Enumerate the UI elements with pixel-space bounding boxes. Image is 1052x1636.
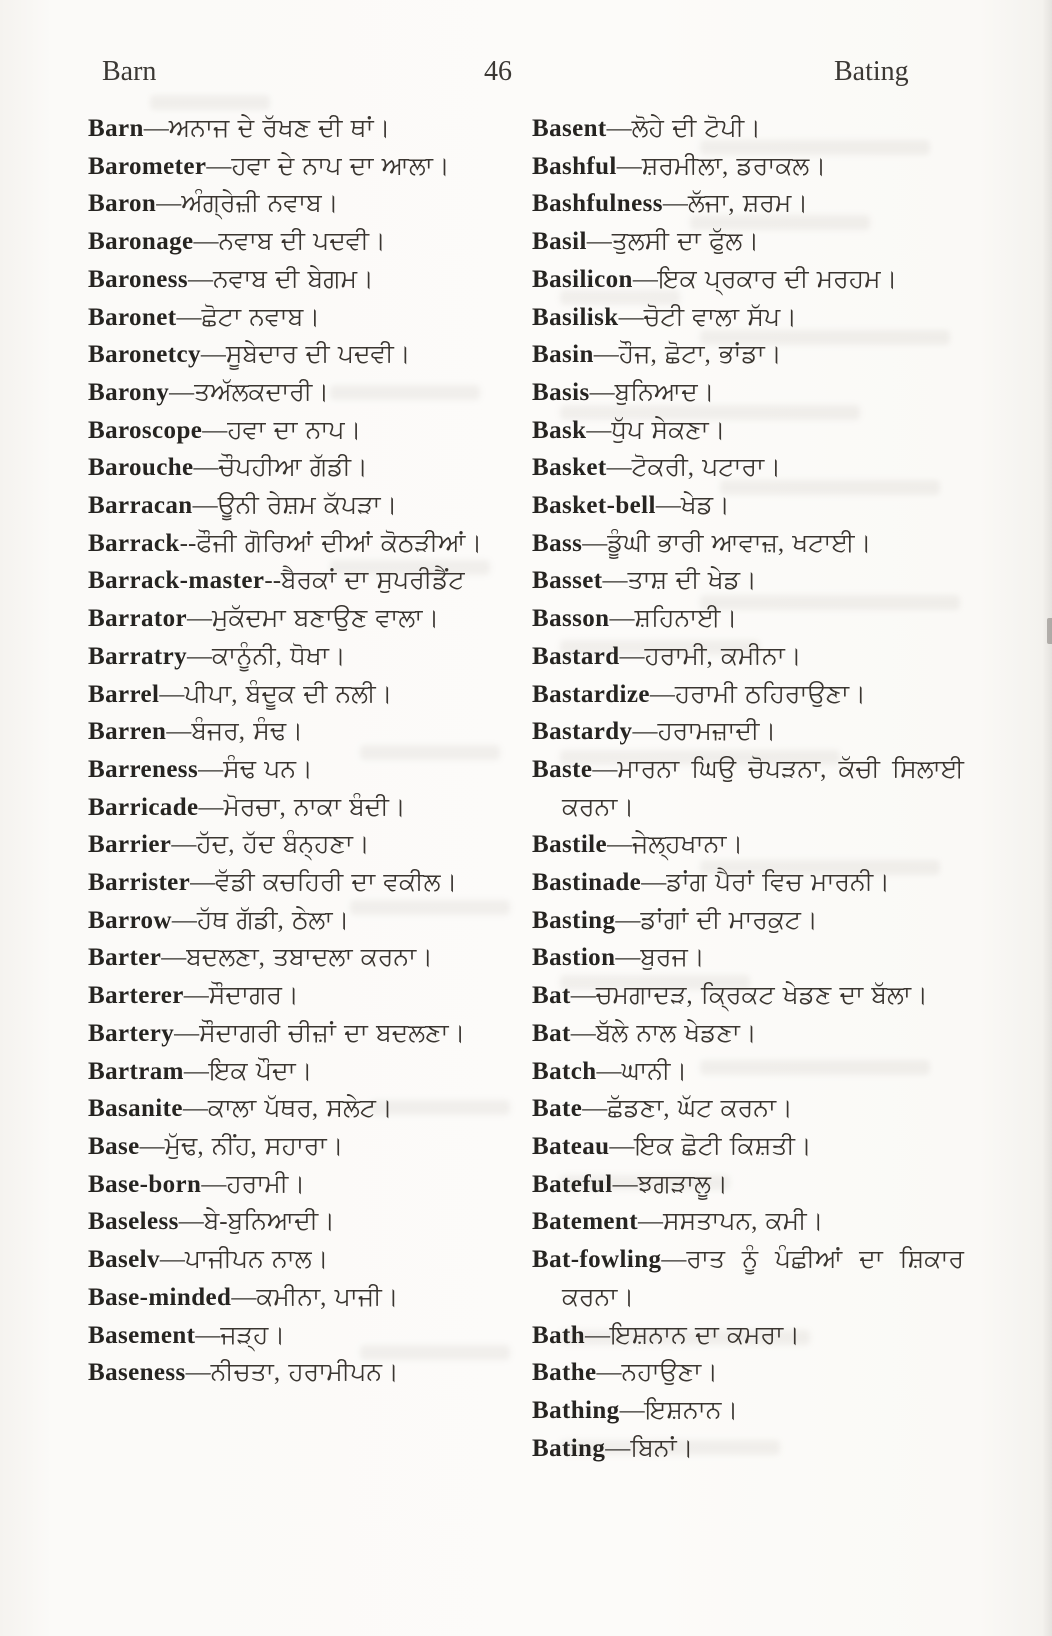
entry-term: Barter: [88, 944, 162, 972]
entry-definition: ਚਮਗਾਦੜ, ਕ੍ਰਿਕਟ ਖੇਡਣ ਦਾ ਬੱਲਾ।: [595, 982, 928, 1010]
entry-term: Base: [88, 1132, 140, 1160]
entry-separator: —: [178, 1208, 204, 1236]
entry-term: Basil: [532, 228, 587, 256]
dictionary-entry: [532, 1203, 964, 1241]
entry-term: Bat-fowling: [532, 1246, 662, 1274]
dictionary-entry: [532, 261, 964, 299]
entry-term: Baseness: [88, 1359, 186, 1387]
entry-definition: ਹਰਾਮੀ।: [226, 1170, 306, 1198]
entry-term: Baronage: [88, 228, 194, 256]
entry-term: Barterer: [88, 982, 184, 1010]
dictionary-entry: [88, 1203, 506, 1241]
entry-definition: ਬੁਨਿਆਦ।: [614, 378, 715, 406]
entry-separator: —: [619, 642, 645, 670]
entry-definition: ਬਦਲਣਾ, ਤਬਾਦਲਾ ਕਰਨਾ।: [186, 944, 433, 972]
entry-term: Barrow: [88, 906, 172, 934]
entry-definition: ਬੈਰਕਾਂ ਦਾ ਸੁਪਰੀਡੈਂਟ: [281, 567, 465, 595]
entry-term: Basanite: [88, 1095, 183, 1123]
entry-separator: —: [198, 793, 224, 821]
dictionary-entry: [532, 110, 964, 148]
dictionary-entry: [88, 751, 506, 789]
entry-definition: ਮੋਰਚਾ, ਨਾਕਾ ਬੰਦੀ।: [223, 793, 406, 821]
dictionary-entry: [88, 374, 506, 412]
dictionary-entry: [532, 223, 964, 261]
dictionary-entry: [88, 1279, 506, 1317]
entry-definition: ਖੇਡ।: [680, 492, 730, 520]
entry-separator: —: [615, 906, 641, 934]
entry-term: Bate: [532, 1095, 583, 1123]
entry-term: Barrier: [88, 831, 172, 859]
entry-definition: ਅਨਾਜ ਦੇ ਰੱਖਣ ਦੀ ਥਾਂ।: [168, 115, 391, 142]
dictionary-entry: [532, 1053, 964, 1091]
entry-separator: —: [169, 378, 195, 406]
entry-definition: ਮੁਕੱਦਮਾ ਬਣਾਉਣ ਵਾਲਾ।: [212, 605, 440, 633]
entry-term: Bastion: [532, 944, 616, 972]
entry-separator: —: [161, 944, 187, 972]
entry-separator: —: [596, 1057, 622, 1085]
entry-definition: ਜੜ੍ਹ।: [220, 1321, 286, 1349]
entry-separator: —: [570, 1019, 596, 1047]
entry-separator: —: [159, 1246, 185, 1274]
entry-term: Bastardy: [532, 718, 633, 746]
entry-term: Baroscope: [88, 416, 203, 444]
entry-separator: —: [632, 718, 658, 746]
dictionary-entry: [532, 751, 964, 826]
entry-definition: ਜੇਲ੍ਹਖਾਨਾ।: [632, 831, 744, 859]
entry-term: Batement: [532, 1208, 638, 1236]
dictionary-entry: [532, 939, 964, 977]
dictionary-entry: [88, 562, 506, 600]
entry-term: Bath: [532, 1321, 586, 1349]
dictionary-entry: [532, 336, 964, 374]
entry-definition: ਚੋਟੀ ਵਾਲਾ ਸੱਪ।: [643, 303, 797, 331]
entry-definition: ਇਕ ਛੋਟੀ ਕਿਸ਼ਤੀ।: [634, 1132, 812, 1160]
entry-definition: ਪਾਜੀਪਨ ਨਾਲ।: [184, 1246, 329, 1274]
entry-definition: ਹੱਥ ਗੱਡੀ, ਠੇਲਾ।: [196, 906, 350, 934]
entry-separator: —: [200, 341, 226, 369]
entry-definition: ਘਾਨੀ।: [621, 1057, 688, 1085]
entry-definition: ਰਾਤ ਨੂੰ ਪੰਛੀਆਂ ਦਾ ਸ਼ਿਕਾਰ ਕਰਨਾ।: [562, 1246, 964, 1311]
dictionary-entry: [88, 1090, 506, 1128]
entry-separator: —: [586, 416, 612, 444]
dictionary-entry: [88, 600, 506, 638]
entry-term: Bartery: [88, 1019, 175, 1047]
entry-separator: —: [655, 492, 681, 520]
dictionary-entry: [532, 148, 964, 186]
dictionary-entry: [88, 148, 506, 186]
entry-separator: —: [176, 303, 202, 331]
entry-definition: ਹਵਾ ਦੇ ਨਾਪ ਦਾ ਆਲਾ।: [231, 152, 450, 180]
entry-separator: —: [166, 718, 192, 746]
bleed-through-ghost: [150, 95, 270, 110]
entry-definition: ਟੋਕਰੀ, ਪਟਾਰਾ।: [631, 454, 782, 482]
dictionary-entry: [88, 1317, 506, 1355]
column-left: [88, 110, 506, 1467]
page-header: [0, 56, 1052, 90]
dictionary-entry: [532, 299, 964, 337]
entry-separator: —: [231, 1283, 257, 1311]
entry-definition: ਹਵਾ ਦਾ ਨਾਪ।: [227, 416, 362, 444]
entry-term: Baseless: [88, 1208, 179, 1236]
dictionary-entry: [88, 1166, 506, 1204]
entry-separator: —: [185, 1359, 211, 1387]
entry-definition: ਚੌਪਹੀਆ ਗੱਡੀ।: [218, 454, 368, 482]
entry-term: Barn: [88, 115, 144, 142]
entry-term: Bathing: [532, 1396, 620, 1424]
entry-definition: ਹੱਦ, ਹੱਦ ਬੰਨ੍ਹਣਾ।: [196, 831, 370, 859]
entry-separator: —: [192, 492, 218, 520]
entry-term: Basket: [532, 454, 607, 482]
entry-term: Barrack: [88, 529, 180, 557]
dictionary-entry: [88, 789, 506, 827]
entry-separator: —: [143, 115, 169, 142]
entry-separator: —: [605, 1434, 631, 1462]
entry-term: Barometer: [88, 152, 207, 180]
entry-term: Bateful: [532, 1170, 613, 1198]
entry-separator: —: [609, 605, 635, 633]
entry-term: Base-minded: [88, 1283, 232, 1311]
entry-term: Barrator: [88, 605, 187, 633]
entry-term: Bashfulness: [532, 190, 663, 218]
entry-definition: ਤਾਸ਼ ਦੀ ਖੇਡ।: [627, 567, 757, 595]
entry-separator: —: [193, 228, 219, 256]
entry-definition: ਪੀਪਾ, ਬੰਦੂਕ ਦੀ ਨਲੀ।: [184, 680, 393, 708]
entry-definition: ਕਾਨੂੰਨੀ, ਧੋਖਾ।: [212, 642, 346, 670]
entry-term: Basement: [88, 1321, 196, 1349]
entry-term: Baronetcy: [88, 341, 201, 369]
dictionary-entry: [532, 412, 964, 450]
entry-definition: ਮਾਰਨਾ ਘਿਉ ਚੋਪੜਨਾ, ਕੱਚੀ ਸਿਲਾਈ ਕਰਨਾ।: [562, 755, 964, 821]
dictionary-entry: [532, 1128, 964, 1166]
entry-term: Barricade: [88, 793, 199, 821]
entry-separator: —: [632, 265, 658, 293]
dictionary-entry: [532, 600, 964, 638]
dictionary-entry: [532, 676, 964, 714]
entry-term: Barrack-master: [88, 567, 265, 595]
dictionary-entry: [532, 864, 964, 902]
entry-term: Baselv: [88, 1246, 160, 1274]
entry-separator: —: [190, 869, 216, 897]
entry-definition: ਸ਼ਰਮੀਲਾ, ਡਰਾਕਲ।: [641, 152, 827, 180]
page-number: 46: [484, 56, 512, 87]
entry-term: Baste: [532, 755, 593, 783]
dictionary-entry: [88, 977, 506, 1015]
entry-separator: —: [609, 1132, 635, 1160]
dictionary-entry: [88, 1354, 506, 1392]
dictionary-entry: [88, 487, 506, 525]
dictionary-entry: [88, 676, 506, 714]
entry-definition: ਹਰਾਮਜ਼ਾਦੀ।: [657, 718, 777, 746]
dictionary-entry: [88, 261, 506, 299]
dictionary-entry: [532, 977, 964, 1015]
entry-definition: ਹਰਾਮੀ ਠਹਿਰਾਉਣਾ।: [674, 680, 866, 708]
dictionary-entry: [88, 902, 506, 940]
entry-term: Bastinade: [532, 869, 642, 897]
entry-term: Basson: [532, 605, 610, 633]
entry-definition: ਇਸ਼ਨਾਨ।: [644, 1396, 739, 1424]
entry-separator: —: [195, 1321, 221, 1349]
entry-term: Bat: [532, 1019, 571, 1047]
entry-separator: —: [607, 831, 633, 859]
entry-term: Bateau: [532, 1132, 610, 1160]
entry-definition: ਬੁਰਜ।: [640, 944, 705, 972]
entry-term: Bat: [532, 982, 571, 1010]
entry-term: Batch: [532, 1057, 597, 1085]
entry-definition: ਬੰਜਰ, ਸੰਢ।: [191, 718, 304, 746]
entry-term: Bastardize: [532, 680, 650, 708]
entry-separator: —: [606, 115, 632, 142]
entry-term: Basilisk: [532, 303, 619, 331]
dictionary-entry: [88, 223, 506, 261]
entry-separator: —: [174, 1019, 200, 1047]
entry-separator: —: [606, 454, 632, 482]
entry-term: Basin: [532, 341, 594, 369]
dictionary-entry: [88, 449, 506, 487]
entry-definition: ਇਕ ਪੌਦਾ।: [208, 1057, 313, 1085]
entry-separator: —: [171, 906, 197, 934]
entry-term: Baronet: [88, 303, 177, 331]
entry-term: Barren: [88, 718, 167, 746]
entry-term: Bashful: [532, 152, 617, 180]
dictionary-entry: [532, 1392, 964, 1430]
entry-separator: —: [183, 982, 209, 1010]
entry-term: Bastard: [532, 642, 620, 670]
dictionary-entry: [532, 1241, 964, 1316]
entry-definition: ਸੌਦਾਗਰੀ ਚੀਜ਼ਾਂ ਦਾ ਬਦਲਣਾ।: [199, 1019, 466, 1047]
entry-definition: ਸ਼ਹਿਨਾਈ।: [634, 605, 738, 633]
entry-definition: ਤੁਲਸੀ ਦਾ ਫੁੱਲ।: [611, 228, 760, 256]
entry-term: Basting: [532, 906, 616, 934]
entry-term: Bathe: [532, 1359, 597, 1387]
entry-term: Basis: [532, 378, 590, 406]
entry-term: Bask: [532, 416, 587, 444]
entry-separator: —: [183, 1057, 209, 1085]
dictionary-entry: [88, 939, 506, 977]
entry-term: Bastile: [532, 831, 608, 859]
entry-separator: —: [602, 567, 628, 595]
entry-separator: —: [156, 190, 182, 218]
entry-definition: ਫੌਜੀ ਗੋਰਿਆਂ ਦੀਆਂ ਕੋਠੜੀਆਂ।: [196, 529, 483, 557]
entry-definition: ਨਵਾਬ ਦੀ ਬੇਗਮ।: [212, 265, 374, 293]
entry-separator: —: [187, 605, 212, 633]
entry-term: Baroness: [88, 265, 188, 293]
entry-separator: —: [662, 190, 688, 218]
entry-separator: --: [264, 567, 282, 595]
entry-separator: --: [179, 529, 197, 557]
entry-definition: ਝਗੜਾਲੂ।: [637, 1170, 728, 1198]
dictionary-entry: [532, 562, 964, 600]
entry-separator: —: [618, 303, 644, 331]
entry-separator: —: [206, 152, 232, 180]
dictionary-entry: [532, 487, 964, 525]
entry-separator: —: [582, 529, 608, 557]
entry-term: Barrel: [88, 680, 160, 708]
dictionary-entry: [88, 1053, 506, 1091]
entry-definition: ਕਾਲਾ ਪੱਥਰ, ਸਲੇਟ।: [207, 1095, 393, 1123]
dictionary-entry: [532, 185, 964, 223]
dictionary-entry: [88, 638, 506, 676]
dictionary-columns: [88, 110, 964, 1467]
entry-separator: —: [649, 680, 675, 708]
entry-definition: ਬੇ-ਬੁਨਿਆਦੀ।: [203, 1208, 336, 1236]
dictionary-entry: [532, 374, 964, 412]
entry-separator: —: [637, 1208, 663, 1236]
entry-definition: ਕਮੀਨਾ, ਪਾਜੀ।: [256, 1283, 399, 1311]
entry-definition: ਹਰਾਮੀ, ਕਮੀਨਾ।: [644, 642, 802, 670]
entry-term: Basent: [532, 115, 607, 142]
entry-definition: ਬਿਨਾਂ।: [630, 1434, 694, 1462]
entry-definition: ਇਕ ਪ੍ਰਕਾਰ ਦੀ ਮਰਹਮ।: [657, 265, 898, 293]
scan-edge-notch: [1047, 618, 1052, 644]
entry-term: Bass: [532, 529, 583, 557]
dictionary-entry: [88, 1128, 506, 1166]
entry-term: Basket-bell: [532, 492, 656, 520]
entry-definition: ਧੁੱਪ ਸੇਕਣਾ।: [611, 416, 726, 444]
entry-definition: ਛੋਟਾ ਨਵਾਬ।: [201, 303, 321, 331]
entry-separator: —: [182, 1095, 208, 1123]
entry-separator: —: [596, 1359, 622, 1387]
dictionary-entry: [88, 1015, 506, 1053]
entry-separator: —: [187, 642, 212, 670]
entry-definition: ਨਵਾਬ ਦੀ ਪਦਵੀ।: [218, 228, 386, 256]
entry-separator: —: [201, 1170, 227, 1198]
dictionary-entry: [88, 525, 506, 563]
entry-separator: —: [619, 1396, 645, 1424]
entry-separator: —: [615, 944, 641, 972]
entry-definition: ਲੋਹੇ ਦੀ ਟੋਪੀ।: [631, 115, 761, 142]
entry-definition: ਹੌਜ, ਛੋਟਾ, ਭਾਂਡਾ।: [618, 341, 782, 369]
dictionary-entry: [532, 1430, 964, 1468]
dictionary-entry: [88, 713, 506, 751]
entry-separator: —: [187, 265, 213, 293]
entry-separator: —: [612, 1170, 638, 1198]
entry-definition: ਸੌਦਾਗਰ।: [208, 982, 299, 1010]
entry-separator: —: [616, 152, 642, 180]
entry-separator: —: [202, 416, 228, 444]
entry-definition: ਡਾਂਗ ਪੈਰਾਂ ਵਿਚ ਮਾਰਨੀ।: [666, 869, 891, 897]
entry-definition: ਸੰਢ ਪਨ।: [223, 755, 313, 783]
dictionary-entry: [88, 185, 506, 223]
dictionary-entry: [88, 110, 506, 148]
entry-separator: —: [592, 755, 618, 783]
entry-definition: ਊਨੀ ਰੇਸ਼ਮ ਕੱਪੜਾ।: [217, 492, 398, 520]
entry-term: Basilicon: [532, 265, 633, 293]
entry-separator: —: [641, 869, 667, 897]
dictionary-entry: [532, 449, 964, 487]
dictionary-entry: [532, 1166, 964, 1204]
dictionary-entry: [532, 713, 964, 751]
entry-term: Barratry: [88, 642, 187, 670]
entry-separator: —: [159, 680, 185, 708]
header-guide-word-right: Bating: [834, 56, 909, 87]
entry-term: Barouche: [88, 454, 194, 482]
entry-separator: —: [589, 378, 615, 406]
dictionary-entry: [532, 1015, 964, 1053]
entry-definition: ਬੱਲੇ ਨਾਲ ਖੇਡਣਾ।: [595, 1019, 757, 1047]
entry-separator: —: [582, 1095, 608, 1123]
entry-definition: ਲੱਜਾ, ਸ਼ਰਮ।: [687, 190, 809, 218]
entry-term: Barracan: [88, 492, 193, 520]
entry-separator: —: [171, 831, 197, 859]
entry-separator: —: [585, 1321, 611, 1349]
header-guide-word-left: Barn: [102, 56, 157, 87]
dictionary-entry: [88, 864, 506, 902]
entry-definition: ਨਹਾਉਣਾ।: [621, 1359, 718, 1387]
entry-separator: —: [198, 755, 224, 783]
entry-term: Bating: [532, 1434, 606, 1462]
entry-definition: ਡੂੰਘੀ ਭਾਰੀ ਆਵਾਜ਼, ਖਟਾਈ।: [607, 529, 872, 557]
entry-definition: ਡਾਂਗਾਂ ਦੀ ਮਾਰਕੁਟ।: [640, 906, 818, 934]
entry-definition: ਛੱਡਣਾ, ਘੱਟ ਕਰਨਾ।: [607, 1095, 793, 1123]
dictionary-entry: [532, 1090, 964, 1128]
entry-separator: —: [139, 1132, 165, 1160]
dictionary-entry: [532, 525, 964, 563]
entry-definition: ਸਸਤਾਪਨ, ਕਮੀ।: [662, 1208, 824, 1236]
entry-definition: ਨੀਚਤਾ, ਹਰਾਮੀਪਨ।: [210, 1359, 399, 1387]
entry-term: Base-born: [88, 1170, 202, 1198]
entry-separator: —: [593, 341, 619, 369]
entry-term: Basset: [532, 567, 603, 595]
entry-definition: ਵੱਡੀ ਕਚਹਿਰੀ ਦਾ ਵਕੀਲ।: [215, 869, 458, 897]
entry-definition: ਅੰਗ੍ਰੇਜ਼ੀ ਨਵਾਬ।: [181, 190, 339, 218]
entry-separator: —: [661, 1246, 687, 1274]
dictionary-entry: [88, 299, 506, 337]
dictionary-entry: [532, 638, 964, 676]
dictionary-entry: [88, 336, 506, 374]
entry-term: Barreness: [88, 755, 199, 783]
column-right: [532, 110, 964, 1467]
dictionary-entry: [88, 826, 506, 864]
entry-separator: —: [586, 228, 612, 256]
entry-definition: ਤਅੱਲਕਦਾਰੀ।: [194, 378, 330, 406]
dictionary-entry: [532, 1317, 964, 1355]
entry-definition: ਇਸ਼ਨਾਨ ਦਾ ਕਮਰਾ।: [610, 1321, 800, 1349]
dictionary-entry: [532, 1354, 964, 1392]
dictionary-entry: [532, 902, 964, 940]
dictionary-entry: [88, 412, 506, 450]
entry-separator: —: [570, 982, 596, 1010]
dictionary-entry: [532, 826, 964, 864]
entry-separator: —: [193, 454, 219, 482]
entry-term: Baron: [88, 190, 157, 218]
entry-term: Barony: [88, 378, 170, 406]
dictionary-entry: [88, 1241, 506, 1279]
entry-term: Bartram: [88, 1057, 184, 1085]
entry-term: Barrister: [88, 869, 191, 897]
entry-definition: ਸੂਬੇਦਾਰ ਦੀ ਪਦਵੀ।: [225, 341, 411, 369]
entry-definition: ਮੁੱਢ, ਨੀਂਹ, ਸਹਾਰਾ।: [164, 1132, 344, 1160]
